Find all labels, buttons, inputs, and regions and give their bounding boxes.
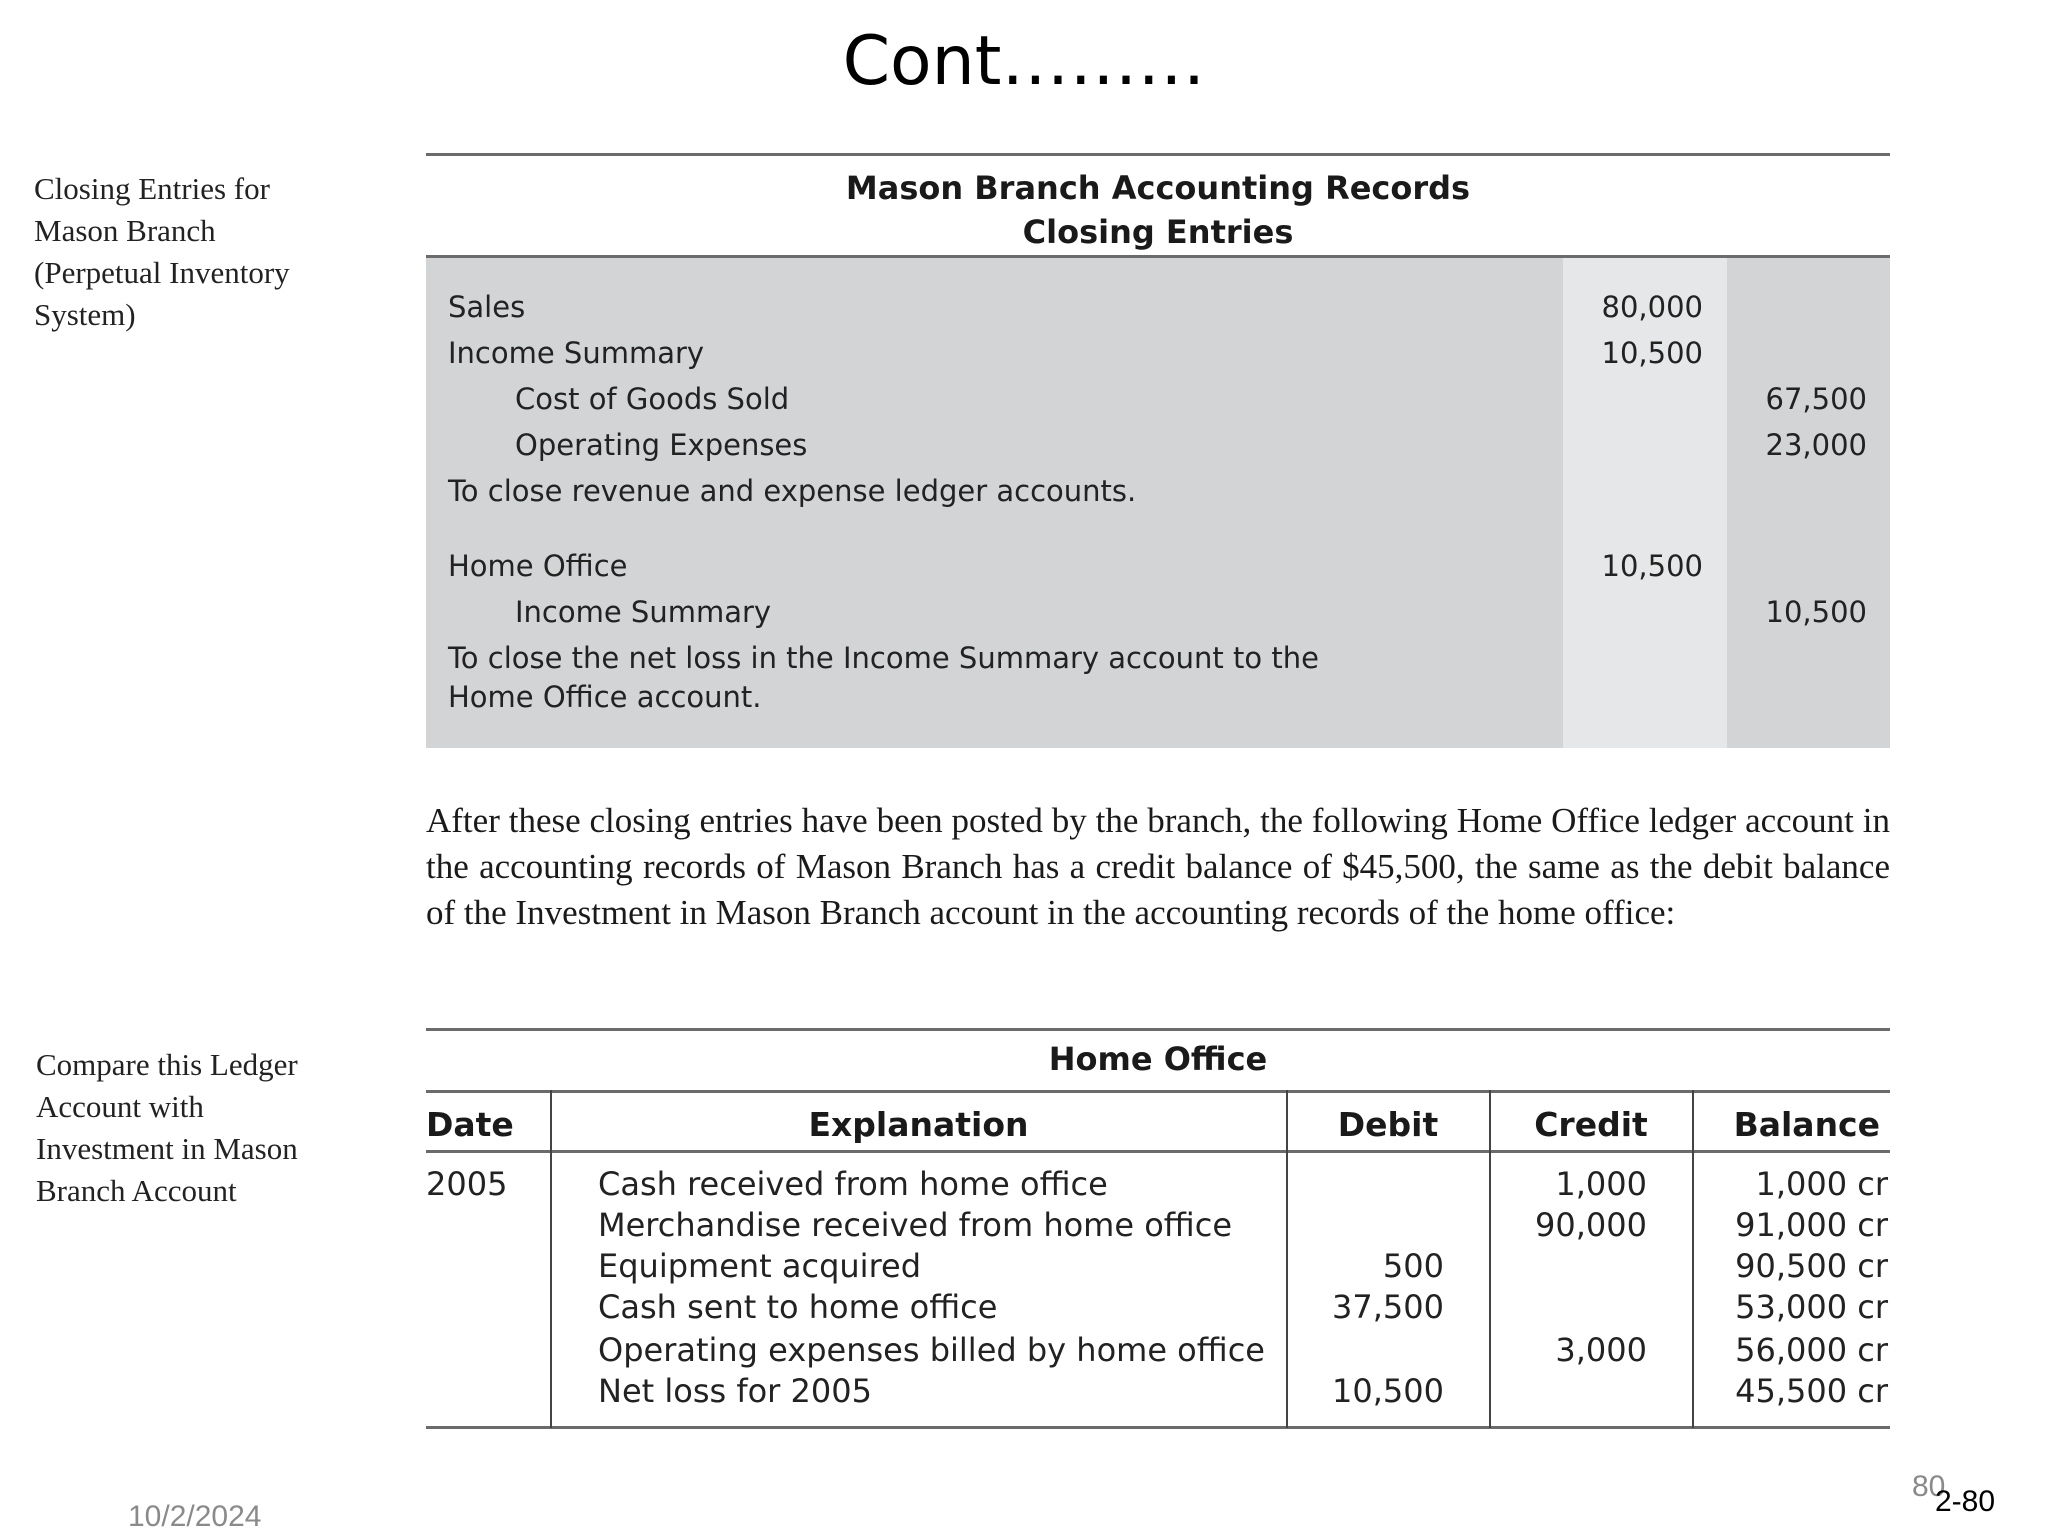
ledger-top-rule [426,1028,1890,1031]
ledger-credit: 90,000 [1535,1206,1647,1244]
ledger-explanation: Equipment acquired [598,1247,922,1285]
debit-column-shade [1563,258,1727,748]
column-divider [1489,1090,1491,1428]
ledger-explanation: Cash received from home office [598,1165,1108,1203]
header-balance: Balance [1733,1105,1880,1144]
ledger-debit: 10,500 [1332,1372,1444,1410]
column-divider [550,1090,552,1428]
entry-explanation: To close revenue and expense ledger accounts. [448,474,1137,508]
caption-line: Mason Branch [34,213,216,248]
ledger-balance: 1,000 cr [1755,1165,1888,1203]
ledger-bottom-rule [426,1426,1890,1429]
ledger-balance: 90,500 cr [1735,1247,1888,1285]
entry-account: Operating Expenses [515,428,808,462]
ledger-debit: 500 [1382,1247,1444,1285]
closing-entries-subtitle: Closing Entries [1022,213,1294,251]
top-rule [426,153,1890,156]
ledger-title: Home Office [1048,1040,1268,1078]
ledger-debit: 37,500 [1332,1288,1444,1326]
entry-debit: 80,000 [1601,290,1703,324]
entry-account: Income Summary [515,595,772,629]
entry-account: Sales [448,290,526,324]
ledger-balance: 45,500 cr [1735,1372,1888,1410]
entry-credit: 67,500 [1765,382,1867,416]
ledger-explanation: Operating expenses billed by home office [598,1331,1265,1369]
header-explanation: Explanation [808,1105,1029,1144]
entry-account: Income Summary [448,336,705,370]
caption-line: Compare this Ledger [36,1047,298,1082]
closing-entries-title: Mason Branch Accounting Records [845,169,1471,207]
ledger-balance: 53,000 cr [1735,1288,1888,1326]
ledger-balance: 56,000 cr [1735,1331,1888,1369]
compare-caption [36,1044,298,1212]
caption-line: Account with [36,1089,204,1124]
body-paragraph: After these closing entries have been posted by the branch, the following Home Office ledger account in the accounting records of Mason Branch has a credit balance of $45,500, the same as the debit balance of the Investment in Mason Branch account in the accounting records of the home office: [426,801,1890,932]
entry-account: Home Office [448,549,628,583]
ledger-header-rule [426,1150,1890,1153]
ledger-credit: 3,000 [1555,1331,1647,1369]
entry-credit: 23,000 [1765,428,1867,462]
closing-entries-header [426,166,1890,254]
slide-reference: 2-80 [1935,1485,1996,1518]
ledger-explanation: Cash sent to home office [598,1288,998,1326]
slide-title: Cont……… [842,22,1206,101]
header-credit: Credit [1534,1105,1648,1144]
ledger-credit: 1,000 [1555,1165,1647,1203]
entry-explanation: To close the net loss in the Income Summary account to the [448,641,1319,675]
entry-credit: 10,500 [1765,595,1867,629]
entry-account: Cost of Goods Sold [515,382,790,416]
entry-debit: 10,500 [1601,336,1703,370]
entry-debit: 10,500 [1601,549,1703,583]
caption-line: (Perpetual Inventory [34,255,290,290]
entry-explanation: Home Office account. [448,680,762,714]
ledger-year: 2005 [426,1165,508,1203]
caption-line: Investment in Mason [36,1131,298,1166]
slide-number: 80 [1912,1470,1946,1503]
closing-entries-caption [34,168,290,336]
header-date: Date [426,1105,514,1144]
caption-line: System) [34,297,136,332]
slide-date: 10/2/2024 [128,1500,262,1533]
ledger-balance: 91,000 cr [1735,1206,1888,1244]
caption-line: Closing Entries for [34,171,270,206]
ledger-explanation: Net loss for 2005 [598,1372,872,1410]
caption-line: Branch Account [36,1173,237,1208]
ledger-explanation: Merchandise received from home office [598,1206,1232,1244]
header-debit: Debit [1337,1105,1439,1144]
ledger-title-rule [426,1090,1890,1093]
